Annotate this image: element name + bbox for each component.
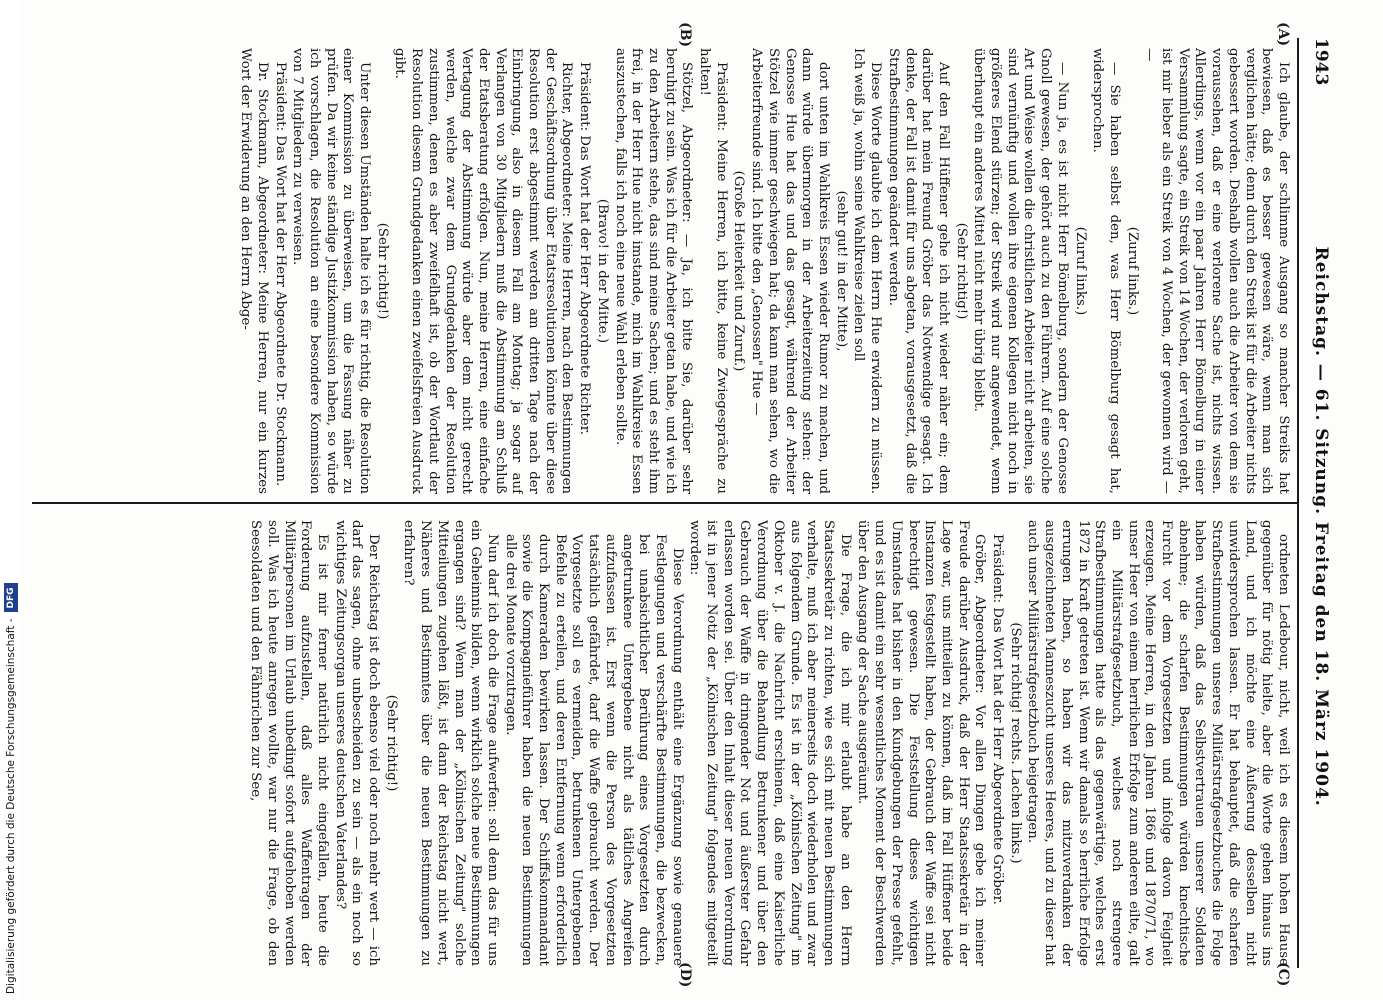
header-title: Reichstag. — 61. Sitzung. Freitag den 18. März 1904. [1311,246,1331,807]
interjection: (Sehr richtig! rechts. Lachen links.) [1007,622,1023,864]
credit-text: Digitalisierung gefördert durch die Deutsche Forschungsgemeinschaft - [5,618,17,994]
right-column [31,520,1291,966]
interjection: (Sehr richtig!) [374,222,390,320]
speaker-paragraph: Stötzel, Abgeordneter: — Ja, ich bitte Sie, darüber sehr beruhigt zu sein. Was ich für die Arbeiter getan habe, und wie ich zu den Arbeitern stehe, das sind meine Sachen; und es steht ihm frei, in der Herr Hue nicht imstande, mich im Wahlkreise Essen auszustechen, falls ich noch eine neue Wahl erleben sollte. [612,48,695,494]
margin-marker-d: (D) [677,962,693,988]
interjection: (Zuruf links.) [1072,226,1088,316]
paragraph: ordneten Ledebour, nicht, weil ich es diesem hohen Hause gegenüber für nötig hielte, aber die Worte gehen hinaus ins Land, und ich möchte eine Äußerung desselben nicht unwidersprochen lassen. Er hat behauptet, daß die scharfen Strafbestimmungen unseres Militärstrafgesetzbuches die Folge haben würden, daß das Selbstvertrauen unserer Soldaten abnehme; die scharfen Bestimmungen würden knechtische Furcht vor dem Vorgesetzten und infolge davon Feigheit erzeugen. Meine Herren, in den Jahren 1866 und 1870/71, wo unser Heer von einem herrlichen Erfolge zum anderen eilte, galt ein Militärstrafgesetzbuch, welches noch strengere Strafbestimmungen hatte als das gegenwärtige, welches erst 1872 in Kraft getreten ist. Wenn wir damals so herrliche Erfolge errungen haben, so haben wir das mitzuverdanken der ausgezeichneten Manneszucht unseres Heeres, und zu dieser hat auch unser Militärstrafgesetzbuch beigetragen. [1025,520,1291,966]
speaker-paragraph: Richter, Abgeordneter: Meine Herren, nach den Bestimmungen der Geschäftsordnung über Etatsresolutionen könnte über diese Resolution erst abgestimmt werden am dritten Tage nach der Einbringung, also in diesem Fall am Montag; ja sogar auf Verlangen von 30 Mitgliedern muß die Abstimmung am Schluß der Etatsberatung erfolgen. Nun, meine Herren, eine einfache Vertagung der Abstimmung würde aber dem nicht gerecht werden, welche zwar dem Grundgedanken der Resolution zustimmen, denen es aber zweifelhaft ist, ob der Wortlaut der Resolution diesem Grundgedanken einen zweifelsfreien Ausdruck gibt. [392,48,575,494]
interjection: (Große Heiterkeit und Zuruf.) [731,170,747,372]
column-divider [32,502,1297,504]
paragraph: — Nun ja, es ist nicht Herr Bömelburg, sondern der Genosse Gnoll gewesen, der gehört auch zu den Führern. Auf eine solche Art und Weise wollen die christlichen Arbeiter nicht arbeiten, sie sind vernünftig und wollen ihre eigenen Kollegen nicht noch in größeres Elend stürzen; der Streik wird nur angewendet, wenn überhaupt ein anderes Mittel nicht mehr übrig bleibt. [971,48,1070,494]
speaker-paragraph: Präsident: Das Wort hat der Herr Abgeordnete Dr. Stockmann. [272,62,288,487]
paragraph: Nun darf ich doch die Frage aufwerfen: soll denn das für uns ein Geheimnis bilden, wenn wirklich solche neue Bestimmungen ergangen sind? Wenn man der „Kölnischen Zeitung" solche Mitteilungen zugehen läßt, ist dann der Reichstag nicht wert, Näheres und Bestimmtes über die neuen Bestimmungen zu erfahren? [401,520,500,966]
left-column [31,48,1291,494]
margin-marker-a: (A) [1275,22,1291,47]
paragraph: Ich glaube, der schlimme Ausgang so mancher Streiks hat bewiesen, daß es besser gewesen wäre, wenn man sich verglichen hätte; denn durch den Streik ist für die Arbeiter nichts gebessert worden. Deshalb wollen auch die Arbeiter von dem sie voraussehen, daß er eine verlorene Sache ist, nichts wissen. Allerdings, wenn vor ein paar Jahren Herr Bömelburg in einer Versammlung sagte, ein Streik von 14 Wochen, der verloren geht, ist mir lieber als ein Streik von 4 Wochen, der gewonnen wird — — [1142,48,1291,494]
paragraph: — Sie haben selbst den, was Herr Bömelburg gesagt hat, widersprochen. [1090,48,1122,494]
dfg-logo: DFG [4,583,18,612]
interjection: (Zuruf links.) [1124,226,1140,316]
header-left: 1943 [1311,38,1331,86]
interjection: (Bravo! in der Mitte.) [594,198,610,344]
page-header [1297,38,1345,968]
quoted-paragraph: Diese Verordnung enthält eine Ergänzung sowie genauere Festlegungen und verschärfte Bestimmungen, die bezwecken, bei unabsichtlicher Berührung eines Vorgesetzten durch angetrunkene Untergebene nicht als tätliches Angreifen aufzufassen ist. Erst wenn die Person des Vorgesetzten tatsächlich gefährdet, darf die Waffe gebraucht werden. Der Vorgesetzte soll es vermeiden, betrunkenen Untergebenen Befehle zu erteilen, und deren Entfernung wenn erforderlich durch Kameraden bewirken lassen. Der Schiffskommandant sowie die Kompagnieführer haben die neuen Bestimmungen alle drei Monate vorzutragen. [502,534,685,966]
speaker-paragraph: Präsident: Meine Herren, ich bitte, keine Zwiegespräche zu halten! [697,48,729,494]
speaker-paragraph: Präsident: Das Wort hat der Herr Abgeordnete Richter. [577,62,593,435]
interjection: (Sehr richtig!) [383,694,399,792]
paragraph: dort unten im Wahlkreis Essen wieder Rumor zu machen, und dann würde übermorgen in der Arbeiterzeitung stehen: der Genosse Hue hat das und das gesagt, während der Arbeiter Stötzel wie immer geschwiegen hat; da kann man sehen, wo die Arbeiterfreunde sind. Ich bitte den „Genossen" Hue — [749,48,832,494]
digitization-credit [4,583,18,994]
paragraph: Es ist mir ferner natürlich nicht eingefallen, heute die Forderung aufzustellen, daß alles Waffentragen der Militärpersonen im Urlaub unbedingt sofort aufgehoben werden soll. Was ich heute anregen wollte, war nur die Frage, ob den Seesoldaten und den Fähnrichen zur See, [248,520,330,966]
interjection: (sehr gut! in der Mitte), [833,190,849,352]
margin-marker-b: (B) [677,22,693,48]
header-rule [1297,38,1299,968]
paragraph: Die Frage, die ich mir erlaubt habe an den Herrn Staatssekretär zu richten, wie es sich mit neuen Bestimmungen verhalte, muß ich aber meinerseits doch wiederholen und zwar aus folgendem Grunde. Es ist in der „Kölnischen Zeitung" im Oktober v. J. die Nachricht erschienen, daß eine Kaiserliche Verordnung über die Behandlung Betrunkener und über den Gebrauch der Waffe in dringender Not und äußerster Gefahr erlassen worden sei. Über den Inhalt dieser neuen Verordnung ist in jener Notiz der „Kölnischen Zeitung" folgendes mitgeteilt worden: [687,520,853,966]
speaker-paragraph: Dr. Stockmann, Abgeordneter: Meine Herren, nur ein kurzes Wort der Erwiderung an den Herrn Abge- [238,48,270,494]
speaker-paragraph: Gröber, Abgeordneter: Vor allen Dingen gebe ich meiner Freude darüber Ausdruck, daß der Herr Staatssekretär in der Lage war, uns mitteilen zu können, daß im Fall Hüffener beide Instanzen festgestellt haben, der Gebrauch der Waffe sei nicht berechtigt gewesen. Die Feststellung dieses wichtigen Umstandes hat bisher in den Kundgebungen der Presse gefehlt, und es ist damit ein sehr wesentliches Moment der Beschwerden über den Ausgang der Sache ausgeräumt. [855,520,988,966]
margin-marker-c: (C) [1275,962,1291,987]
digitization-strip [0,0,22,1000]
interjection: (Sehr richtig!) [953,222,969,320]
paragraph: Auf den Fall Hüffener gehe ich nicht wieder näher ein; dem darüber hat mein Freund Gröber das Notwendige gesagt. Ich denke, der Fall ist damit für uns abgetan, vorausgesetzt, daß die Strafbestimmungen geändert werden. [885,48,951,494]
paragraph: Unter diesen Umständen halte ich es für richtig, die Resolution einer Kommission zu überweisen, um die Fassung näher zu prüfen. Da wir keine ständige Justizkommission haben, so würde ich vorschlagen, die Resolution an eine besondere Kommission von 7 Mitgliedern zu verweisen. [290,48,373,494]
paragraph: Diese Worte glaubte ich dem Herrn Hue erwidern zu müssen. Ich weiß ja, wohin seine Wahlkreise zielen soll [851,48,884,494]
paragraph: Der Reichstag ist doch ebenso viel oder noch mehr wert — ich darf das sagen, ohne unbescheiden zu sein — als ein noch so wichtiges Zeitungsorgan unseres deutschen Vaterlandes? [332,520,382,966]
speaker-paragraph: Präsident: Das Wort hat der Herr Abgeordnete Gröber. [990,534,1006,905]
